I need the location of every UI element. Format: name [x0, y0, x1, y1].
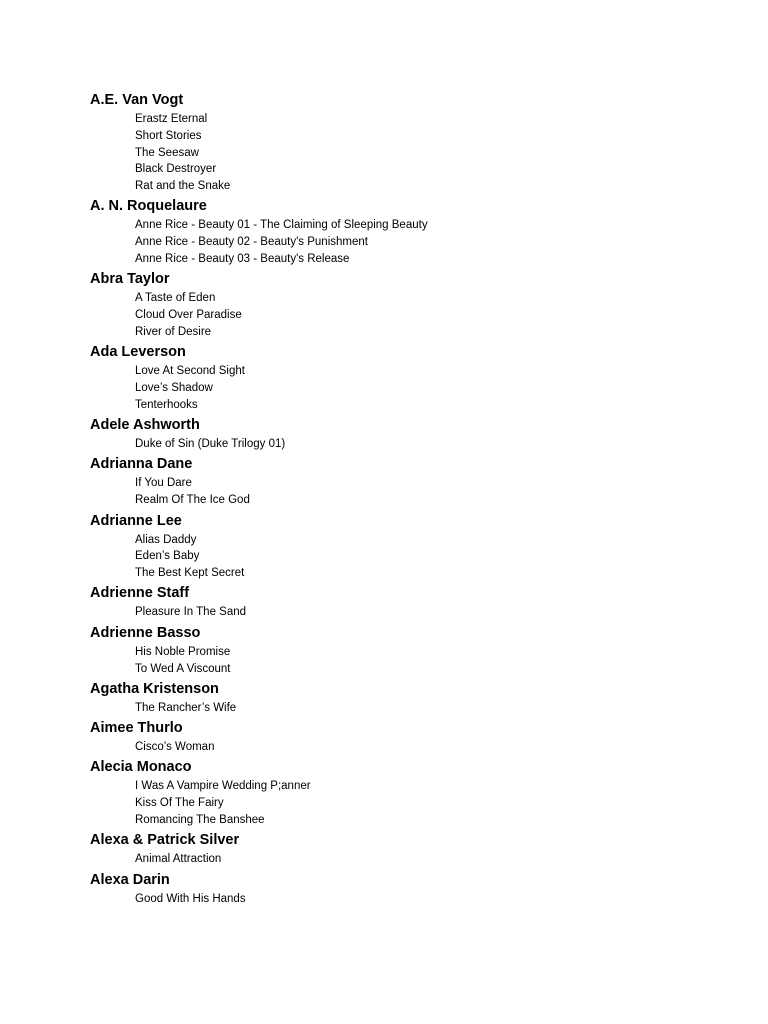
author-block: [90, 453, 730, 509]
book-title-list: [90, 436, 730, 453]
book-title: Cloud Over Paradise: [135, 309, 242, 322]
book-title-list: [90, 851, 730, 868]
book-title: Cisco’s Woman: [135, 741, 215, 754]
book-title: Anne Rice - Beauty 01 - The Claiming of Sleeping Beauty: [135, 219, 428, 232]
author-name: Abra Taylor: [90, 271, 170, 288]
author-block: [90, 341, 730, 413]
author-name: A.E. Van Vogt: [90, 92, 184, 108]
book-title-list: [90, 532, 730, 582]
author-block: [90, 869, 730, 908]
book-title-list: [90, 739, 730, 756]
book-title: His Noble Promise: [135, 645, 231, 658]
author-name: A. N. Roquelaure: [90, 198, 207, 215]
book-title: Eden’s Baby: [135, 550, 200, 563]
author-name: Adrianne Lee: [90, 512, 182, 529]
book-title-list: [90, 644, 730, 678]
book-title-list: [90, 891, 730, 908]
book-title-list: [90, 363, 730, 413]
book-title: To Wed A Viscount: [135, 662, 231, 675]
book-title: Black Destroyer: [135, 163, 217, 176]
author-block: [90, 268, 730, 340]
author-name: Adrienne Staff: [90, 585, 190, 602]
author-block: [90, 829, 730, 868]
book-title: Anne Rice - Beauty 02 - Beauty's Punishment: [135, 236, 368, 249]
book-title: Tenterhooks: [135, 398, 198, 411]
author-name: Alecia Monaco: [90, 759, 192, 776]
book-title: The Seesaw: [135, 146, 199, 159]
book-title: Romancing The Banshee: [135, 814, 265, 827]
book-title: Short Stories: [135, 129, 202, 142]
author-block: [90, 510, 730, 582]
author-name: Alexa & Patrick Silver: [90, 832, 240, 849]
book-title-list: [90, 604, 730, 621]
book-title: A Taste of Eden: [135, 292, 216, 305]
book-title: Animal Attraction: [135, 853, 222, 866]
book-title: Realm Of The Ice God: [135, 494, 250, 507]
book-title-list: [90, 290, 730, 340]
book-title-list: [90, 111, 730, 195]
author-block: [90, 756, 730, 828]
book-title: If You Dare: [135, 477, 192, 490]
author-name: Ada Leverson: [90, 344, 186, 361]
book-title: Alias Daddy: [135, 533, 197, 546]
author-block: [90, 678, 730, 717]
book-title-list: [90, 217, 730, 267]
book-title: Duke of Sin (Duke Trilogy 01): [135, 438, 286, 451]
book-title-list: [90, 700, 730, 717]
book-title: River of Desire: [135, 325, 212, 338]
book-title: The Best Kept Secret: [135, 567, 245, 580]
author-block: [90, 195, 730, 267]
book-title: Love’s Shadow: [135, 382, 213, 395]
book-title: Kiss Of The Fairy: [135, 797, 224, 810]
book-title-list: [90, 475, 730, 509]
book-title: Erastz Eternal: [135, 113, 208, 125]
author-name: Adrienne Basso: [90, 624, 201, 641]
author-block: [90, 622, 730, 678]
book-title: Anne Rice - Beauty 03 - Beauty's Release: [135, 253, 350, 266]
book-title: Rat and the Snake: [135, 180, 231, 193]
author-block: [90, 717, 730, 756]
author-name: Adrianna Dane: [90, 456, 193, 473]
book-title: Good With His Hands: [135, 892, 246, 905]
author-name: Adele Ashworth: [90, 417, 200, 434]
book-title-list: [90, 778, 730, 828]
author-block: [90, 89, 730, 195]
author-name: Alexa Darin: [90, 871, 170, 888]
book-title: Pleasure In The Sand: [135, 606, 247, 619]
author-block: [90, 414, 730, 453]
book-title: The Rancher’s Wife: [135, 701, 237, 714]
author-block: [90, 582, 730, 621]
author-title-list: [90, 89, 730, 907]
author-name: Aimee Thurlo: [90, 720, 183, 737]
book-title: I Was A Vampire Wedding P;anner: [135, 780, 311, 793]
book-title: Love At Second Sight: [135, 365, 245, 378]
author-name: Agatha Kristenson: [90, 680, 219, 697]
